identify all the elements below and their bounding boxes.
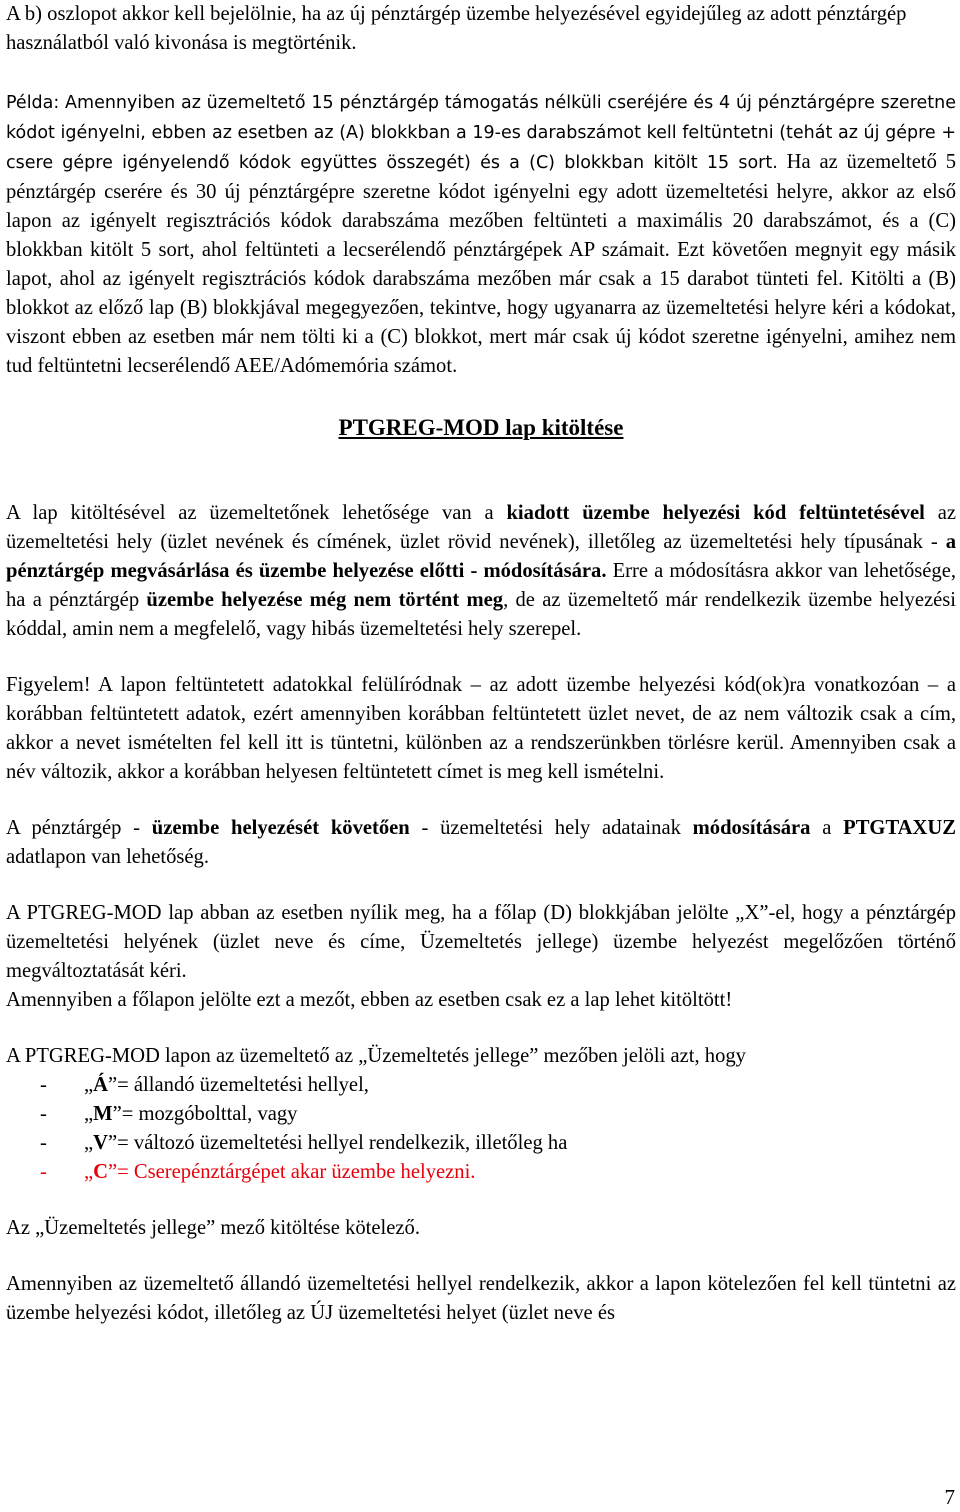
list-dash: - xyxy=(40,1161,47,1183)
paragraph-allando: Amennyiben az üzemeltető állandó üzemeltetési hellyel rendelkezik, akkor a lapon kötelezően fel kell tüntetni az üzembe helyezési kódot, illetőleg az ÚJ üzemeltetési helyet (üzlet neve és xyxy=(6,1273,956,1324)
list-item-highlighted xyxy=(6,1158,956,1187)
text-run: az üzemeltetési hely (üzlet nevének és címének, üzlet rövid nevének), illetőleg az üzemeltetési hely típusának - xyxy=(6,502,956,553)
bold-run: a pénztárgép megvásárlása és üzembe helyezése előtti - módosítására. xyxy=(6,531,956,582)
section-title: PTGREG-MOD lap kitöltése xyxy=(338,415,624,440)
paragraph-lap-kitoltes xyxy=(6,499,956,644)
list-item xyxy=(6,1071,956,1100)
list-item-text: „C”= Cserepénztárgépet akar üzembe helyezni. xyxy=(84,1161,476,1183)
list-item-text: „V”= változó üzemeltetési hellyel rendelkezik, illetőleg ha xyxy=(84,1132,568,1154)
list-dash: - xyxy=(40,1132,47,1154)
bold-run: üzembe helyezését követően xyxy=(151,817,410,839)
text-run: adatlapon van lehetőség. xyxy=(6,846,210,868)
example-sans-text: Példa: Amennyiben az üzemeltető 15 pénztárgép támogatás nélküli cseréjére és 4 új pénztárgépre szeretne kódot igényelni, ebben az esetben az (A) blokkban a 19-es darabszámot kell feltüntetni (tehát az új gépre + csere gépre igényelendő kódok együttes összegét) és a (C) blokkban kitölt 15 sort. xyxy=(6,93,956,173)
list-item xyxy=(6,1129,956,1158)
text-run: , de az üzemeltető már rendelkezik üzembe helyezési kóddal, amin nem a megfelelő, vagy hibás üzemeltetési hely szerepel. xyxy=(6,589,956,640)
text-run: A lap kitöltésével az üzemeltetőnek lehetősége van a xyxy=(6,502,507,524)
paragraph-kotelezo: Az „Üzemeltetés jellege” mező kitöltése kötelező. xyxy=(6,1217,420,1239)
paragraph-jellege-intro: A PTGREG-MOD lapon az üzemeltető az „Üzemeltetés jellege” mezőben jelöli azt, hogy xyxy=(6,1045,746,1067)
bold-run: kiadott üzembe helyezési kód feltüntetésével xyxy=(506,502,925,524)
list-code: M xyxy=(93,1103,113,1125)
example-serif-text: Ha az üzemeltető 5 pénztárgép cserére és 30 új pénztárgépre szeretne kódot igényelni egy adott üzemeltetési helyre, akkor az első lapon az igényelt regisztrációs kódok darabszáma mezőben feltünteti a maximális 20 darabszámot, és a (C) blokkban kitölt 5 sort, ahol feltünteti a lecserélendő pénztárgépek AP számait. Ezt követően megnyit egy másik lapot, ahol az igényelt regisztrációs kódok darabszáma mezőben már csak a 15 darabot tünteti fel. Kitölti a (B) blokkot az előző lap (B) blokkjával megegyezően, tekintve, hogy ugyanarra az üzemeltetési helyre kéri a kódokat, viszont ebben az esetben már nem tölti ki a (C) blokkot, mert már csak új kódot szeretne igényelni, amihez nem tud feltüntetni lecserélendő AEE/Adómemória számot. xyxy=(6,151,956,377)
bold-run: üzembe helyezése még nem történt meg xyxy=(146,589,504,611)
text-run: - üzemeltetési hely adatainak xyxy=(409,817,693,839)
list-item-text: „M”= mozgóbolttal, vagy xyxy=(84,1103,298,1125)
list-item-text: „Á”= állandó üzemeltetési hellyel, xyxy=(84,1074,369,1096)
jellege-list xyxy=(6,1071,956,1187)
paragraph-intro: A b) oszlopot akkor kell bejelölnie, ha az új pénztárgép üzembe helyezésével egyidejűleg az adott pénztárgép használatból való kivonása is megtörténik. xyxy=(6,3,907,54)
bold-run: PTGTAXUZ xyxy=(843,817,957,839)
paragraph-nyilik: A PTGREG-MOD lap abban az esetben nyílik meg, ha a főlap (D) blokkjában jelölte „X”-el, hogy a pénztárgép üzemeltetési helyének (üzlet neve és címe, Üzemeltetés jellege) üzembe helyezést megelőzően történő megváltoztatását kéri. xyxy=(6,902,956,982)
bold-run: módosítására xyxy=(692,817,811,839)
list-dash: - xyxy=(40,1103,47,1125)
list-dash: - xyxy=(40,1074,47,1096)
list-code: Á xyxy=(93,1074,109,1096)
paragraph-ptgtaxuz xyxy=(6,814,956,872)
text-run: A pénztárgép - xyxy=(6,817,152,839)
list-code: C xyxy=(93,1161,109,1183)
paragraph-folap: Amennyiben a főlapon jelölte ezt a mezőt, ebben az esetben csak ez a lap lehet kitöltött! xyxy=(6,989,733,1011)
page-number: 7 xyxy=(944,1485,955,1509)
text-run: a xyxy=(810,817,844,839)
list-code: V xyxy=(93,1132,109,1154)
paragraph-figyelem: Figyelem! A lapon feltüntetett adatokkal felülíródnak – az adott üzembe helyezési kód(ok)ra vonatkozóan – a korábban feltüntetett adatok, ezért amennyiben korábban feltüntetett üzlet nevet, de az nem változik csak a cím, akkor a nevet ismételten fel kell itt is tüntetni, különben az a rendszerünkben törlésre kerül. Amennyiben csak a név változik, akkor a korábban helyesen feltüntetett címet is meg kell ismételni. xyxy=(6,674,956,783)
document-page xyxy=(6,0,956,1328)
text-run: Erre a módosításra akkor van lehetősége, ha a pénztárgép xyxy=(6,560,957,611)
paragraph-example xyxy=(6,88,956,381)
list-item xyxy=(6,1100,956,1129)
